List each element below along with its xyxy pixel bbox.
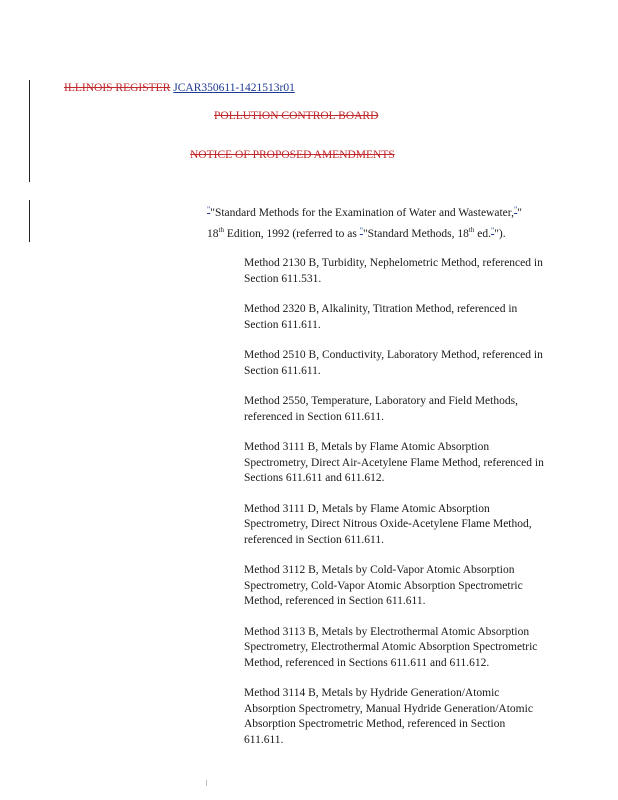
close-quote-insert: " xyxy=(514,205,518,214)
change-bar xyxy=(29,200,30,242)
methods-list xyxy=(244,256,544,763)
short-reference-ed: ed. xyxy=(474,228,491,240)
open-quote-insert: " xyxy=(207,205,211,214)
edition-superscript: th xyxy=(218,226,224,235)
register-title-deleted: ILLINOIS REGISTER xyxy=(64,82,171,94)
ref-quote-insert: " xyxy=(359,226,363,235)
reference-title-text: "Standard Methods for the Examination of Water and Wastewater, xyxy=(210,207,515,219)
method-item: Method 2510 B, Conductivity, Laboratory Method, referenced in Section 611.611. xyxy=(244,349,543,377)
method-item: Method 3112 B, Metals by Cold-Vapor Atomic Absorption Spectrometry, Cold-Vapor Atomic Absorption Spectrometric Method, referenced in Section 611.611. xyxy=(244,564,523,607)
method-item: Method 3111 B, Metals by Flame Atomic Absorption Spectrometry, Direct Air-Acetylene Flame Method, referenced in Sections 611.611 and 611.612. xyxy=(244,441,544,484)
reference-title-paragraph xyxy=(207,201,527,243)
method-item: Method 2130 B, Turbidity, Nephelometric Method, referenced in Section 611.531. xyxy=(244,257,543,285)
short-reference-text: "Standard Methods, 18 xyxy=(362,228,469,240)
short-reference-superscript: th xyxy=(468,226,475,235)
method-item: Method 2320 B, Alkalinity, Titration Method, referenced in Section 611.611. xyxy=(244,303,518,331)
register-id-inserted: JCAR350611-1421513r01 xyxy=(173,82,295,94)
method-item: Method 3113 B, Metals by Electrothermal Atomic Absorption Spectrometry, Electrothermal Atomic Absorption Spectrometric Method, referenced in Sections 611.611 and 611.612. xyxy=(244,625,538,669)
board-name-deleted: POLLUTION CONTROL BOARD xyxy=(214,110,379,122)
register-header xyxy=(64,82,295,94)
notice-title-deleted: NOTICE OF PROPOSED AMENDMENTS xyxy=(190,149,395,161)
edition-number: " 18 xyxy=(207,207,522,240)
end-quote-insert: " xyxy=(490,226,495,235)
reference-closing: "). xyxy=(494,228,506,240)
edition-text: Edition, 1992 (referred to as xyxy=(223,228,360,240)
change-bar xyxy=(29,80,30,182)
method-item: Method 2550, Temperature, Laboratory and Field Methods, referenced in Section 611.611. xyxy=(244,395,518,423)
method-item: Method 3114 B, Metals by Hydride Generation/Atomic Absorption Spectrometry, Manual Hydride Generation/Atomic Absorption Spectrometric Method, referenced in Section 611.611. xyxy=(244,687,533,746)
scan-mark xyxy=(206,780,207,786)
method-item: Method 3111 D, Metals by Flame Atomic Absorption Spectrometry, Direct Nitrous Oxide-Acetylene Flame Method, referenced in Section 611.611. xyxy=(244,502,532,546)
